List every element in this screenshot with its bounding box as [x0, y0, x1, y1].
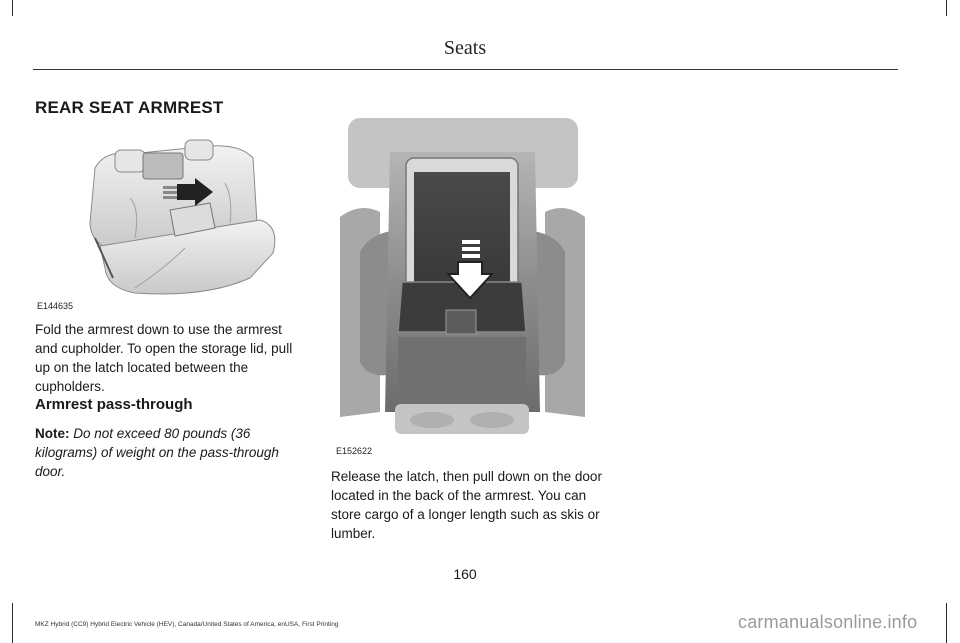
- section-heading: REAR SEAT ARMREST: [35, 98, 224, 117]
- footer-text: MKZ Hybrid (CC9) Hybrid Electric Vehicle (HEV), Canada/United States of America, enUSA, First Printing: [35, 621, 339, 628]
- page-title: Seats: [443, 37, 487, 59]
- figure-code: E144635: [37, 301, 74, 311]
- crop-mark-top-right-v: [946, 0, 947, 16]
- note-paragraph: [35, 424, 300, 481]
- crop-mark-bottom-right-v: [946, 603, 947, 643]
- body-paragraph: Release the latch, then pull down on the door located in the back of the armrest. You can store cargo of a longer length such as skis or lumber.: [331, 469, 602, 541]
- note-text: Do not exceed 80 pounds (36 kilograms) of weight on the pass-through door.: [35, 426, 279, 479]
- body-paragraph: Fold the armrest down to use the armrest and cupholder. To open the storage lid, pull up on the latch located between the cupholders.: [35, 322, 293, 394]
- subheading: Armrest pass-through: [35, 396, 193, 413]
- crop-mark-top-left-v: [12, 0, 13, 16]
- rear-seat-illustration: [35, 128, 305, 313]
- watermark: carmanualsonline.info: [738, 612, 918, 632]
- armrest-passthrough-illustration: [340, 112, 585, 437]
- header-divider: [33, 69, 898, 70]
- note-label: Note:: [35, 426, 70, 441]
- figure-code: E152622: [336, 446, 373, 456]
- page-number: 160: [453, 566, 477, 582]
- crop-mark-bottom-left-v: [12, 603, 13, 643]
